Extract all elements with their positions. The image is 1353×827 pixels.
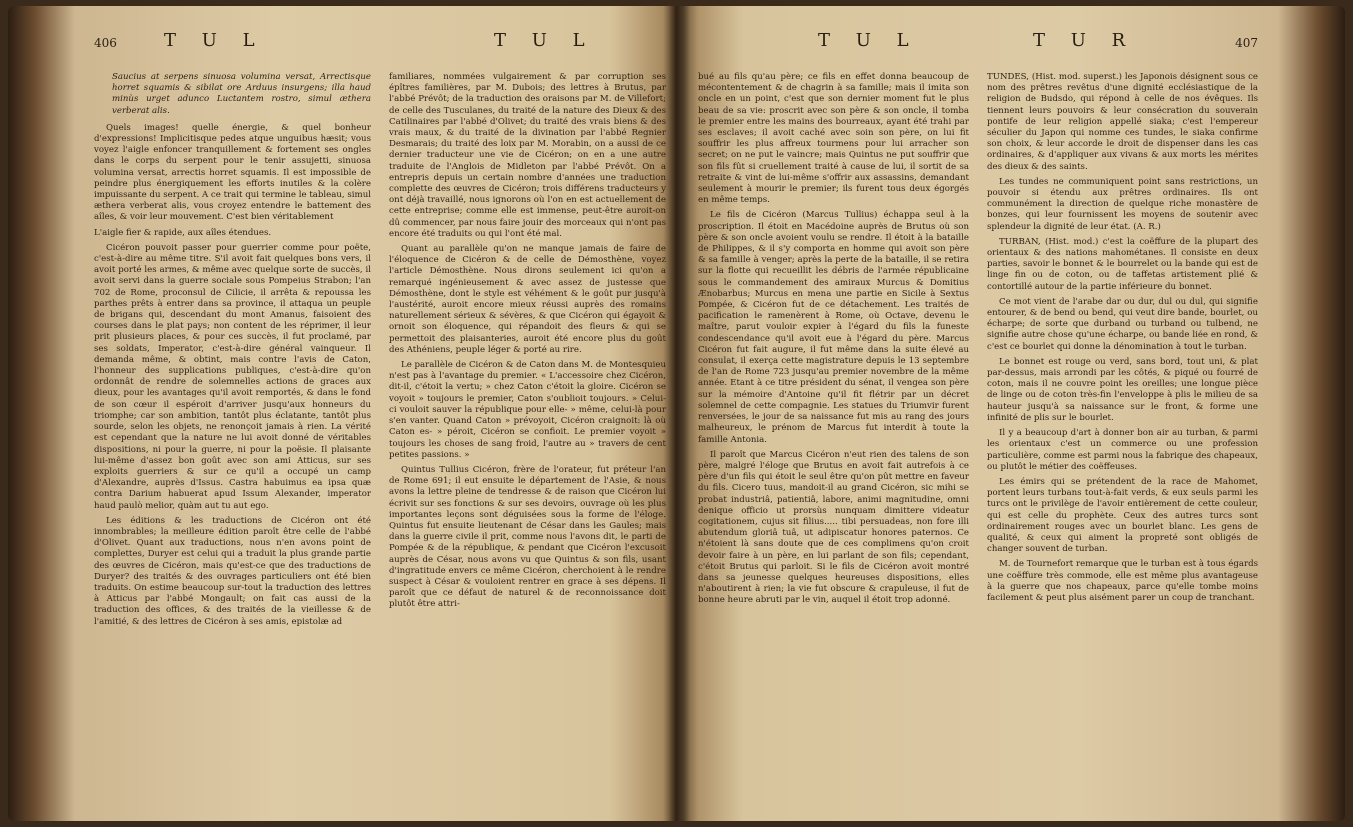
paragraph: Les éditions & les traductions de Cicéron ont été innombrables; la meilleure édition paroît être celle de l'abbé d'Olivet. Quant aux traductions, nous n'en avons point de complettes, Duryer est celui qui a traduit la plus grande partie des œuvres de Cicéron, mais qu'est-ce que des traductions de Duryer? des traités & des ouvrages particuliers ont été bien traduits. On estime beaucoup sur-tout la traduction des lettres à Atticus par l'abbé Mongault; on fait cas aussi de la traduction des offices, & des traités de la vieillesse & de l'amitié, & des lettres de Cicéron à ses amis, epistolæ ad <box>94 515 371 627</box>
right-running-head <box>698 30 1258 60</box>
paragraph: Cicéron pouvoit passer pour guerrier comme pour poëte, c'est-à-dire au même titre. S'il avoit fait quelques bons vers, il avoit porté les armes, & même avec quelque sorte de succès, il avoit servi dans la guerre sociale sous Pompeius Strabon; l'an 702 de Rome, proconsul de Cilicie, il arrêta & repoussa les parthes prêts à entrer dans sa province, il attaqua un peuple de brigans qui, descendant du mont Amanus, faisoient des courses dans le plat pays; non content de les réprimer, il leur prit plusieurs places, & pour ces succès, il fut proclamé, par ses soldats, Imperator, c'est-à-dire général vainqueur. Il demanda même, & obtint, mais contre l'avis de Caton, l'honneur des supplications publiques, c'est-à-dire qu'on ordonnât de rendre de solemnelles actions de graces aux dieux, pour les avantages qu'il avoit remportés, & dans le fond de son cœur il espéroit d'arriver jusqu'aux honneurs du triomphe; car son ambition, tantôt plus éclatante, tantôt plus sourde, selon les objets, ne renonçoit jamais à rien. La vérité est cependant que la nature ne lui avoit donné de véritables dispositions, ni pour la guerre, ni pour la poësie. Il plaisante lui-même d'assez bon goût avec son ami Atticus, sur ses exploits guerriers & sur ce qu'il a occupé un camp d'Alexandre, auprès d'Issus. Castra habuimus ea ipsa quæ contra Darium habuerat apud Issum Alexander, imperator haud paulò melior, quàm aut tu aut ego. <box>94 242 371 511</box>
left-page-columns <box>94 72 666 807</box>
left-page-column-2 <box>389 72 666 807</box>
page-number-right: 407 <box>1235 36 1258 50</box>
left-head-left: T U L <box>164 30 265 51</box>
left-running-head <box>94 30 666 60</box>
paragraph: TUNDES, (Hist. mod. superst.) les Japonois désignent sous ce nom des prêtres revêtus d'une dignité ecclésiastique de la religion de Budsdo, qui répond à celle de nos évêques. Ils tiennent leurs pouvoirs & leur consécration du souverain pontife de leur religion appellé siaka; c'est l'empereur séculier du Japon qui nomme ces tundes, le siaka confirme son choix, & leur accorde le droit de dispenser dans les cas ordinaires, & d'appliquer aux vivans & aux morts les mérites des dieux & des saints. <box>987 72 1258 172</box>
paragraph: Les émirs qui se prétendent de la race de Mahomet, portent leurs turbans tout-à-fait verds, & eux seuls parmi les turcs ont le privilège de l'avoir entièrement de cette couleur, qui est celle du prophète. Ceux des autres turcs sont ordinairement rouges avec un bourlet blanc. Les gens de qualité, & ceux qui aiment la propreté sont obligés de changer souvent de turban. <box>987 476 1258 555</box>
right-head-left: T U L <box>818 30 919 51</box>
paragraph: familiares, nommées vulgairement & par corruption ses épîtres familières, par M. Dubois; des lettres à Brutus, par l'abbé Prévôt; de la traduction des oraisons par M. de Villefort; de celle des Tusculanes, du traité de la nature des Dieux & des Catilinaires par l'abbé d'Olivet; du traité des vrais biens & des vrais maux, & du traité de la divination par l'abbé Regnier Desmarais; du traité des loix par M. Morabin, on a aussi de ce dernier traducteur une vie de Cicéron; on en a une autre traduite de l'Anglois de Midleton par l'abbé Prévôt. On a entrepris depuis un certain nombre d'années une traduction complette des œuvres de Cicéron; trois différens traducteurs y ont déjà travaillé, nous ignorons où l'on en est actuellement de cette entreprise; comme elle est immense, peut-être auroit-on dû commencer, par nous faire jouir des morceaux qui n'ont pas encore été traduits ou qui l'ont été mal. <box>389 72 666 239</box>
right-page-column-2 <box>987 72 1258 807</box>
right-page-columns <box>698 72 1258 807</box>
verse-quote: Saucius at serpens sinuosa volumina versat, Arrectisque horret squamis & sibilat ore Arduus insurgens; illa haud minùs urget adunco Luctantem rostro, simul æthera verberat alis. <box>112 72 371 116</box>
paragraph: Il y a beaucoup d'art à donner bon air au turban, & parmi les orientaux c'est un commerce ou une profession particulière, comme est parmi nous la fabrique des chapeaux, ou plutôt le métier des coëffeuses. <box>987 428 1258 472</box>
paragraph: Quels images! quelle énergie, & quel bonheur d'expressions! Implicitisque pedes atque unguibus hæsit; vous voyez l'aigle enfoncer tranquillement & fortement ses ongles dans le corps du serpent pour le tenir assujetti, sinuosa volumina versat, arrectis horret squamis. Il est impossible de peindre plus énergiquement les efforts inutiles & la colère impuissante du serpent. A ce trait qui termine le tableau, simul æthera verberat alis, vous croyez entendre le battement des aîles, & voir leur mouvement. C'est bien véritablement <box>94 122 371 223</box>
paragraph: Le fils de Cicéron (Marcus Tullius) échappa seul à la proscription. Il étoit en Macédoine auprès de Brutus où son père & son oncle avoient voulu se rendre. Il étoit à la bataille de Philippes, & il s'y comporta en homme qui avoit son père & sa famille à venger; après la perte de la bataille, il se retira sur la flotte qui recueillit les débris de l'armée républicaine sous le commandement des amiraux Murcus & Domitius Ænobarbus; Murcus en mena une partie en Sicile à Sextus Pompée, & Cicéron fut de ce détachement. Les traités de pacification le ramenèrent à Rome, où Octave, devenu le maître, parut vouloir expier à l'égard du fils la funeste condescendance qu'il avoit eue à l'égard du père. Marcus Cicéron fut fait augure, il fut même dans la suite élevé au consulat, il exerça cette magistrature depuis le 13 septembre de l'an de Rome 723 jusqu'au premier novembre de la même année. Etant à ce titre président du sénat, il vengea son père sur la mémoire d'Antoine qu'il fit flétrir par un décret solemnel de cette compagnie. Les statues du Triumvir furent renversées, le jour de sa naissance fut mis au rang des jours malheureux, le prénom de Marcus fut interdit à toute la famille Antonia. <box>698 210 969 445</box>
right-page <box>698 30 1258 807</box>
paragraph: Le parallèle de Cicéron & de Caton dans M. de Montesquieu n'est pas à l'avantage du premier. « L'accessoire chez Cicéron, dit-il, c'étoit la vertu; » chez Caton c'étoit la gloire. Cicéron se voyoit » toujours le premier, Caton s'oublioit toujours. » Celui-ci vouloit sauver la république pour elle- » même, celui-là pour s'en vanter. Quand Caton » prévoyoit, Cicéron craignoit: là où Caton es- » péroit, Cicéron se confioit. Le premier voyoit » toujours les choses de sang froid, l'autre au » travers de cent petites passions. » <box>389 360 666 460</box>
right-head-right: T U R <box>1033 30 1136 51</box>
paragraph: Quintus Tullius Cicéron, frère de l'orateur, fut préteur l'an de Rome 691; il eut ensuite le département de l'Asie, & nous avons la lettre pleine de tendresse & de raison que Cicéron lui écrivit sur ses fonctions & sur ses devoirs, ouvrage où les plus importantes leçons sont déguisées sous la forme de l'éloge. Quintus fut ensuite lieutenant de César dans les Gaules; mais dans la guerre civile il prit, comme nous l'avons dit, le parti de Pompée & de la république, & pendant que Cicéron l'excusoit auprès de César, nous avons vu que Quintus & son fils, usant d'ingratitude envers ce même Cicéron, cherchoient à le rendre suspect à César & vouloient rentrer en grace à ses dépens. Il paroît que ce défaut de naturel & de reconnoissance doit plutôt être attri- <box>389 464 666 610</box>
left-page <box>94 30 666 807</box>
open-book <box>8 6 1345 821</box>
book-gutter <box>668 6 698 821</box>
left-page-column-1 <box>94 72 371 807</box>
paragraph: M. de Tournefort remarque que le turban est à tous égards une coëffure très commode, elle est même plus avantageuse à la guerre que nos chapeaux, parce qu'elle tombe moins facilement & peut plus aisément parer un coup de tranchant. <box>987 559 1258 603</box>
right-page-column-1 <box>698 72 969 807</box>
paragraph: bué au fils qu'au père; ce fils en effet donna beaucoup de mécontentement & de chagrin à sa famille; mais il imita son oncle en un point, c'est que son dernier moment fut le plus beau de sa vie: proscrit avec son père & son oncle, il tomba le premier entre les mains des bourreaux, ayant été trahi par ses esclaves; il avoit caché avec soin son père, on lui fit souffrir les plus affreux tourmens pour lui arracher son secret; on ne put le vaincre; mais Quintus ne put souffrir que son fils fût si cruellement traité à cause de lui, il sortit de sa retraite & vint de lui-même s'offrir aux assassins, demandant seulement à mourir le premier; ils furent tous deux égorgés en même temps. <box>698 72 969 206</box>
paragraph: Quant au parallèle qu'on ne manque jamais de faire de l'éloquence de Cicéron & de celle de Démosthène, voyez l'article Démosthène. Nous dirons seulement ici qu'on a remarqué ingénieusement & avec assez de justesse que Démosthène, dont le style est véhément & le goût pur jusqu'à l'austérité, auroit encore mieux réussi auprès des romains naturellement sérieux & sévères, & que Cicéron qui égayoit & ornoit son éloquence, qui répandoit des fleurs & qui se permettoit des plaisanteries, auroit été encore plus du goût des Athéniens, peuple léger & porté au rire. <box>389 244 666 355</box>
page-number-left: 406 <box>94 36 117 50</box>
paragraph: TURBAN, (Hist. mod.) c'est la coëffure de la plupart des orientaux & des nations mahométanes. Il consiste en deux parties, savoir le bonnet & le bourrelet ou la bande qui est de linge fin ou de coton, ou de taffetas artistement plié & contortillé autour de la partie inférieure du bonnet. <box>987 236 1258 292</box>
paragraph: Il paroît que Marcus Cicéron n'eut rien des talens de son père, malgré l'éloge que Brutus en avoit fait autrefois à ce père d'un fils qui étoit le seul être qu'on pût mettre en faveur du fils. Cicero tuus, mandoit-il au grand Cicéron, sic mihi se probat industriâ, patientiâ, labore, animi magnitudine, omni denique officio ut prorsùs nunquam dimittere videatur cogitationem, cujus sit filius..... tibi persuadeas, non fore illi abutendum gloriâ tuâ, ut adipiscatur honores paternos. Ce n'étoient là sans doute que de ces complimens qu'on croit devoir faire à un père, en lui parlant de son fils; cependant, c'étoit Brutus qui parloit. Si le fils de Cicéron avoit montré dans sa jeunesse quelques heureuses dispositions, elles n'aboutirent à rien; la vie fut obscure & crapuleuse, il fut de bonne heure abruti par le vin, auquel il étoit trop adonné. <box>698 449 969 606</box>
paragraph: Les tundes ne communiquent point sans restrictions, un pouvoir si étendu aux prêtres ordinaires. Ils ont communément la direction de quelque riche monastère de bonzes, qui leur fournissent les moyens de soutenir avec splendeur la dignité de leur état. (A. R.) <box>987 176 1258 232</box>
paragraph: L'aigle fier & rapide, aux aîles étendues. <box>94 227 272 238</box>
left-head-right: T U L <box>494 30 595 51</box>
paragraph: Ce mot vient de l'arabe dar ou dur, dul ou dul, qui signifie entourer, & de bend ou bend, qui veut dire bande, bourlet, ou écharpe; de sorte que durband ou turband ou tulbend, ne signifie autre chose qu'une écharpe, ou bande liée en rond, & c'est ce bourlet qui donne la dénomination à tout le turban. <box>987 296 1258 352</box>
paragraph: Le bonnet est rouge ou verd, sans bord, tout uni, & plat par-dessus, mais arrondi par les côtés, & piqué ou fourré de coton, mais il ne couvre point les oreilles; une longue pièce de linge ou de coton très-fin l'enveloppe à plis le milieu de sa hauteur jusqu'à sa naissance sur le front, & forme une infinité de plis sur le bourlet. <box>987 356 1258 423</box>
